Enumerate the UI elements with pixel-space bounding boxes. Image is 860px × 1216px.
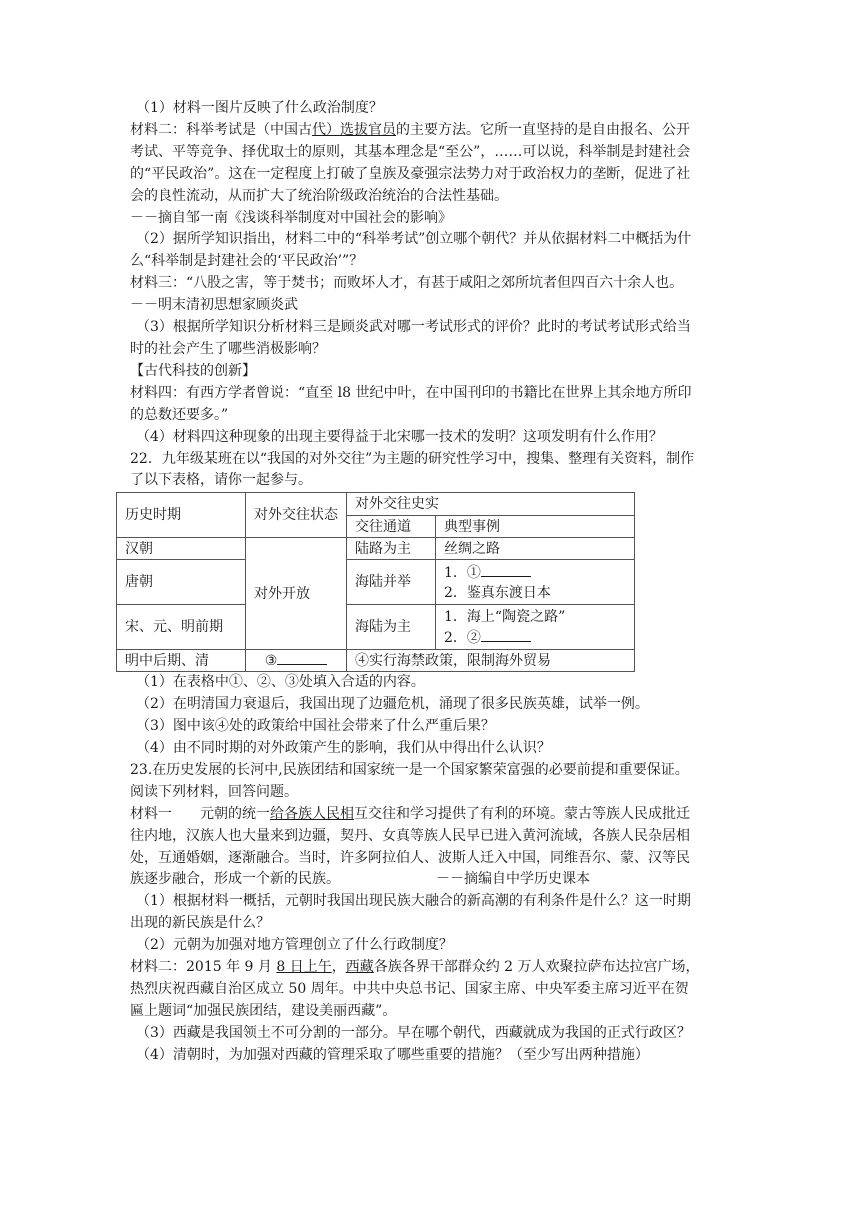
table-cell: 海陆为主 [347, 605, 436, 650]
material-1-source: －－摘编自中学历史课本 [436, 871, 590, 888]
question-text: 时的社会产生了哪些消极影响？ [130, 340, 326, 357]
answer-blank-1[interactable] [481, 562, 531, 577]
answer-blank-2[interactable] [481, 627, 531, 642]
blank-line: 2．② [444, 627, 626, 648]
material-1-line-4: 族逐步融合，形成一个新的民族。 －－摘编自中学历史课本 [130, 871, 590, 888]
material-2-line-3: 的“平民政治”。这在一定程度上打破了皇族及豪强宗法势力对于政治权力的垄断，促进了社 [130, 165, 691, 182]
table-header-example: 典型事例 [436, 515, 635, 538]
question-text: （1）材料一图片反映了什么政治制度？ [136, 100, 383, 116]
material-1-line-3: 处，互通婚姻，逐渐融合。当时，许多阿拉伯人、波斯人迁入中国，同维吾尔、蒙、汉等民 [130, 849, 690, 866]
table-cell: ③ [246, 650, 347, 672]
question-23-intro: 阅读下列材料，回答问题。 [130, 783, 298, 800]
question-22-intro: 了以下表格，请你一起参与。 [130, 472, 312, 489]
question-22-intro: 22．九年级某班在以“我国的对外交往”为主题的研究性学习中，搜集、整理有关资料，制作 [130, 450, 695, 467]
foreign-relations-table [116, 492, 635, 672]
question-text: （2）元朝为加强对地方管理创立了什么行政制度？ [136, 937, 453, 954]
table-header-facts: 对外交往史实 [347, 493, 635, 516]
material-2-line-4: 会的良性流动，从而扩大了统治阶级政治统治的合法性基础。 [130, 187, 508, 204]
table-cell: 丝绸之路 [436, 538, 635, 560]
table-cell: ④实行海禁政策，限制海外贸易 [347, 650, 635, 672]
question-text: （1）在表格中①、②、③处填入合适的内容。 [136, 674, 425, 691]
table-cell: 汉朝 [117, 538, 246, 560]
table-cell: 宋、元、明前期 [117, 605, 246, 650]
question-text: （3）西藏是我国领土不可分割的一部分。早在哪个朝代，西藏就成为我国的正式行政区？ [136, 1024, 691, 1041]
material-2-line-2: 热烈庆祝西藏自治区成立 50 周年。中共中央总书记、国家主席、中央军委主席习近平在贺 [130, 981, 689, 997]
material-3-source: －－明末清初思想家顾炎武 [130, 297, 298, 314]
question-text: （4）由不同时期的对外政策产生的影响，我们从中得出什么认识？ [136, 740, 551, 757]
question-text: 么“科举制是封建社会的‘平民政治’”？ [130, 253, 364, 270]
table-cell: 陆路为主 [347, 538, 436, 560]
table-cell-line: 1．海上“陶瓷之路” [444, 608, 566, 625]
table-cell [436, 605, 635, 650]
material-1-line-1: 材料一 元朝的统一给各族人民相互交往和学习提供了有利的环境。蒙古等族人民成批迁 [130, 805, 690, 822]
table-header-period: 历史时期 [117, 493, 246, 538]
table-cell: 对外开放 [246, 538, 347, 650]
table-cell [436, 560, 635, 605]
question-23-intro: 23.在历史发展的长河中,民族团结和国家统一是一个国家繁荣富强的必要前提和重要保证。 [130, 761, 689, 778]
table-cell: 海陆并举 [347, 560, 436, 605]
question-text: （2）在明清国力衰退后，我国出现了边疆危机，涌现了很多民族英雄，试举一例。 [136, 696, 649, 713]
material-1-line-2: 往内地，汉族人也大量来到边疆，契丹、女真等族人民早已进入黄河流域，各族人民杂居相 [130, 827, 690, 844]
question-text: （3）根据所学知识分析材料三是顾炎武对哪一考试形式的评价？此时的考试考试形式给当 [136, 319, 691, 336]
question-text: （4）材料四这种现象的出现主要得益于北宋哪一技术的发明？这项发明有什么作用？ [136, 428, 663, 445]
table-header-channel: 交往通道 [347, 515, 436, 538]
table-cell: 唐朝 [117, 560, 246, 605]
material-4-line-1: 材料四：有西方学者曾说：“直至 l8 世纪中叶，在中国刊印的书籍比在世界上其余地方所印 [130, 384, 692, 401]
material-2-line-2: 考试、平等竞争、择优取士的原则，其基本理念是“至公”，……可以说，科举制是封建社会 [130, 143, 691, 160]
material-3: 材料三：“八股之害，等于焚书；而败坏人才，有甚于咸阳之郊所坑者但四百六十余人也。 [130, 275, 684, 292]
question-text: （1）根据材料一概括，元朝时我国出现民族大融合的新高潮的有利条件是什么？这一时期 [136, 893, 691, 910]
table-cell: 明中后期、清 [117, 650, 246, 672]
question-text: （3）图中该④处的政策给中国社会带来了什么严重后果？ [136, 718, 495, 735]
answer-blank-3[interactable] [277, 650, 327, 665]
material-2-line-3: 匾上题词“加强民族团结，建设美丽西藏”。 [130, 1002, 397, 1019]
table-header-state: 对外交往状态 [246, 493, 347, 538]
section-heading: 【古代科技的创新】 [130, 362, 256, 379]
material-2-line-1: 材料二：2015 年 9 月 8 日上午，西藏各族各界干部群众约 2 万人欢聚拉萨布达拉宫广场， [130, 959, 700, 976]
blank-line: 1．① [444, 562, 626, 583]
material-4-line-2: 的总数还要多。” [130, 406, 229, 423]
document-content [125, 98, 730, 1067]
question-text: （2）据所学知识指出，材料二中的“科举考试”创立哪个朝代？并从依据材料二中概括为什 [136, 231, 692, 248]
material-2-source: －－摘自邹一南《浅谈科举制度对中国社会的影响》 [130, 209, 452, 226]
question-text: （4）清朝时，为加强对西藏的管理采取了哪些重要的措施？（至少写出两种措施） [136, 1046, 649, 1063]
table-cell-line: 2．鉴真东渡日本 [444, 584, 551, 601]
material-2-line-1: 材料二：科举考试是（中国古代）选拔官员的主要方法。它所一直坚持的是自由报名、公开 [130, 121, 690, 138]
question-text: 出现的新民族是什么？ [130, 915, 270, 932]
